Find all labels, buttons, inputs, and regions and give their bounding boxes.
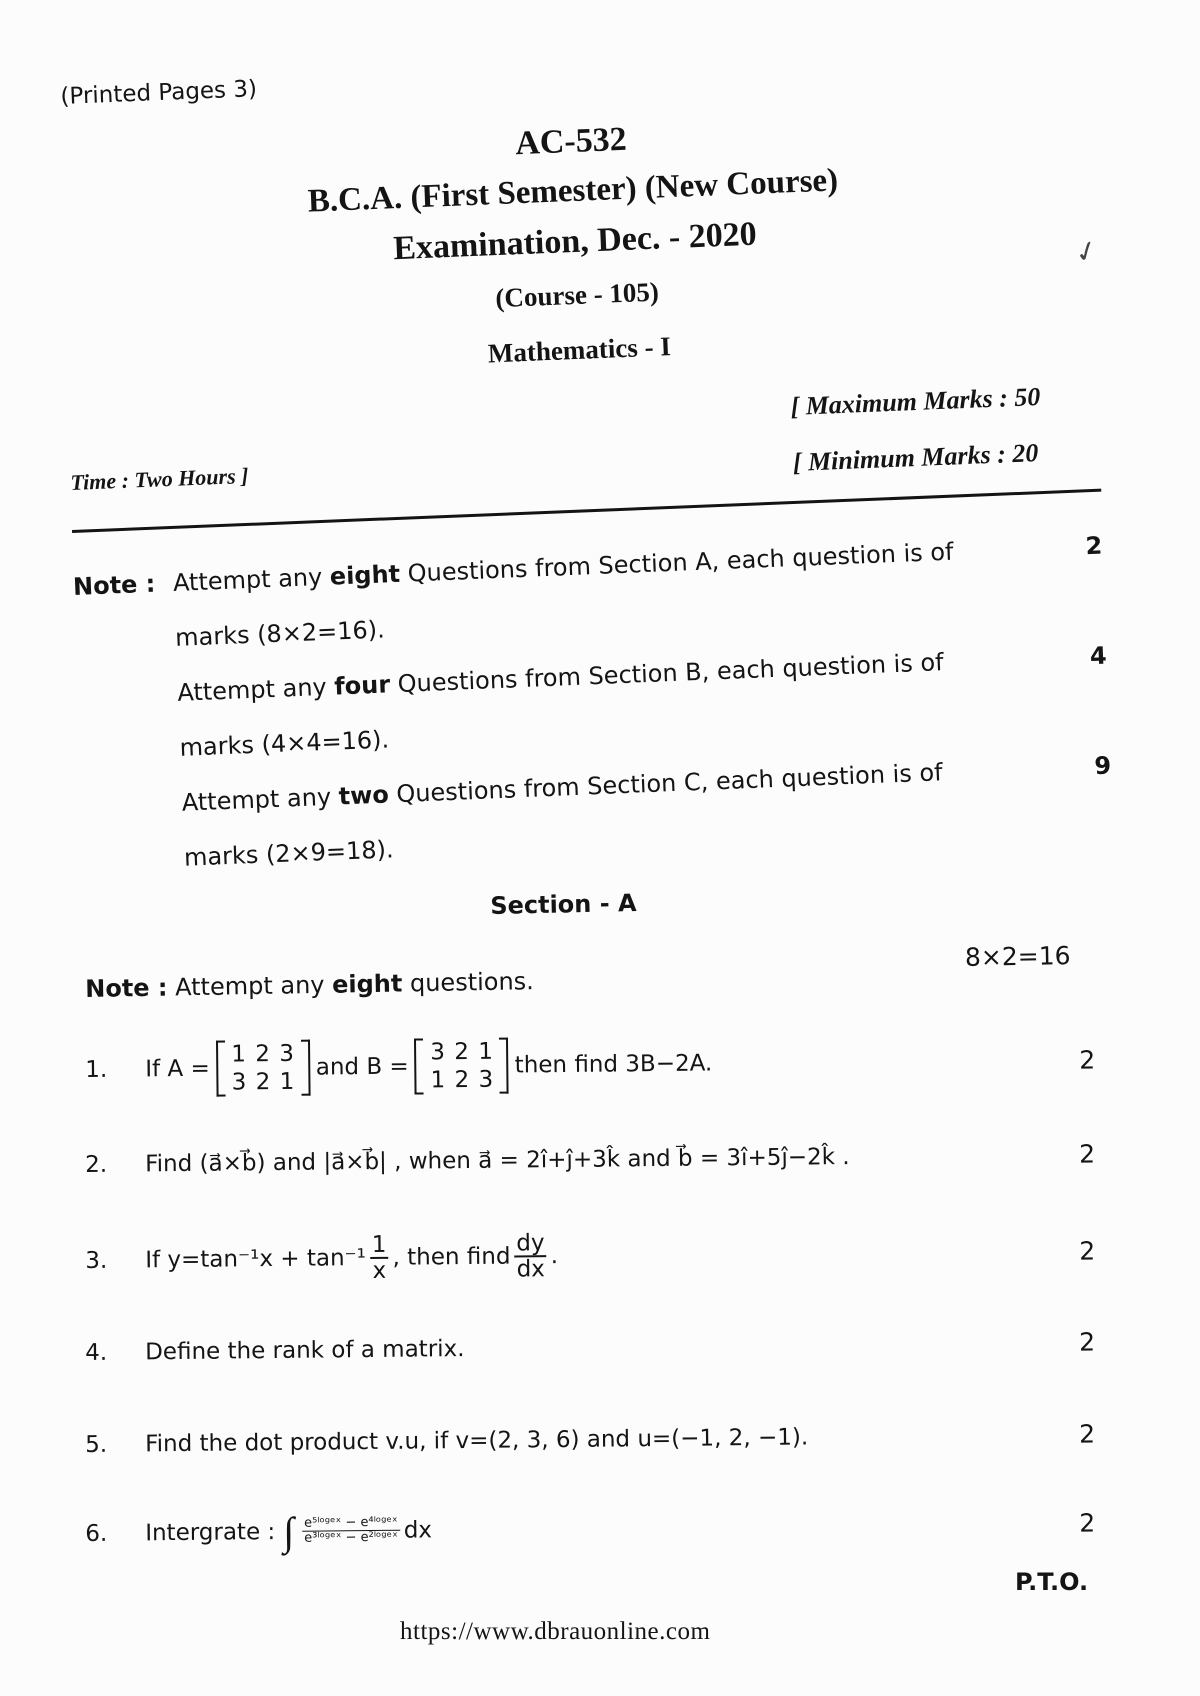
minimum-marks: [ Minimum Marks : 20: [792, 438, 1039, 477]
question-marks: 2: [1079, 1236, 1096, 1266]
question-marks: 2: [1079, 1327, 1096, 1357]
question-number: 3.: [85, 1247, 108, 1275]
question-2: [85, 1139, 1095, 1179]
general-note: [72, 519, 1114, 890]
exam-time: Time : Two Hours ]: [70, 462, 249, 495]
question-text: If y=tan⁻¹x + tan⁻¹ $\frac{1}{x}$ , then find $\frac{dy}{dx}$ .: [145, 1230, 559, 1285]
question-marks: 2: [1079, 1139, 1096, 1169]
question-marks: 2: [1079, 1508, 1096, 1538]
question-6: [85, 1499, 1095, 1557]
question-number: 6.: [85, 1520, 108, 1547]
pto-label: P.T.O.: [1015, 1568, 1089, 1596]
section-a-marks: 8×2=16: [964, 941, 1071, 972]
integrand-fraction: $\frac{\text{e⁵ˡᵒᵍᵉˣ − e⁴ˡᵒᵍᵉˣ}}{\text{e³ˡᵒᵍᵉˣ − e²ˡᵒᵍᵉˣ}}$: [304, 1515, 398, 1546]
paper-code: AC-532: [514, 120, 628, 163]
question-number: 2.: [85, 1151, 108, 1178]
question-text: Intergrate : ∫ $\frac{\text{e⁵ˡᵒᵍᵉˣ − e⁴ˡᵒᵍᵉˣ}}{\text{e³ˡᵒᵍᵉˣ − e²ˡᵒᵍᵉˣ}}$ dx: [145, 1508, 433, 1554]
question-marks: 2: [1079, 1419, 1096, 1449]
note-lines: [172, 519, 1114, 886]
note-line: marks (2×9=18).: [183, 835, 395, 872]
question-4: [85, 1327, 1095, 1367]
marks-info: [790, 380, 1104, 504]
question-text: Define the rank of a matrix.: [145, 1335, 465, 1365]
matrix-a: 1 2 3 3 2 1: [216, 1040, 311, 1097]
note-label: Note :: [72, 569, 156, 601]
question-number: 4.: [85, 1339, 108, 1366]
note-line: Attempt any four Questions from Section B, each question is of 4: [176, 641, 1108, 707]
subject-title: Mathematics - I: [487, 331, 672, 369]
question-marks: 2: [1079, 1044, 1096, 1075]
course-title: B.C.A. (First Semester) (New Course): [307, 162, 839, 220]
question-text: Find the dot product v.u, if v=(2, 3, 6) and u=(−1, 2, −1).: [145, 1423, 809, 1457]
integral-sign: ∫: [282, 1508, 295, 1554]
question-5: [85, 1419, 1095, 1459]
question-3: [85, 1225, 1095, 1286]
maximum-marks: [ Maximum Marks : 50: [790, 381, 1041, 421]
course-number: (Course - 105): [494, 276, 660, 314]
footer-url: https://www.dbrauonline.com: [400, 1618, 711, 1645]
note-line: Attempt any eight Questions from Section A, each question is of 2: [172, 531, 1103, 597]
note-line: Attempt any two Questions from Section C, each question is of 9: [181, 751, 1112, 817]
check-mark-icon: ✓: [1070, 233, 1104, 272]
section-a-heading: Section - A: [490, 888, 637, 920]
question-1: [85, 1031, 1096, 1098]
printed-pages: (Printed Pages 3): [60, 76, 258, 110]
fraction-dy-dx: $\frac{dy}{dx}$: [516, 1230, 545, 1283]
question-number: 5.: [85, 1431, 108, 1458]
exam-title: Examination, Dec. - 2020: [392, 215, 758, 268]
question-text: Find (a⃗×b⃗) and |a⃗×b⃗| , when a⃗ = 2î+ĵ+3k̂ and b⃗ = 3î+5ĵ−2k̂ .: [145, 1143, 850, 1177]
matrix-b: 3 2 1 1 2 3: [414, 1038, 509, 1095]
question-number: 1.: [85, 1056, 108, 1083]
question-text: If A = 1 2 3 3 2 1 and B = 3 2 1 1 2 3 then find 3B−2A.: [145, 1038, 713, 1096]
fraction-one-over-x: $\frac{1}{x}$: [370, 1233, 389, 1283]
exam-header: [190, 103, 960, 393]
note-line: marks (8×2=16).: [174, 615, 386, 652]
note-line: marks (4×4=16).: [179, 725, 390, 762]
section-a-note: Note : Attempt any eight questions.: [85, 967, 535, 1003]
